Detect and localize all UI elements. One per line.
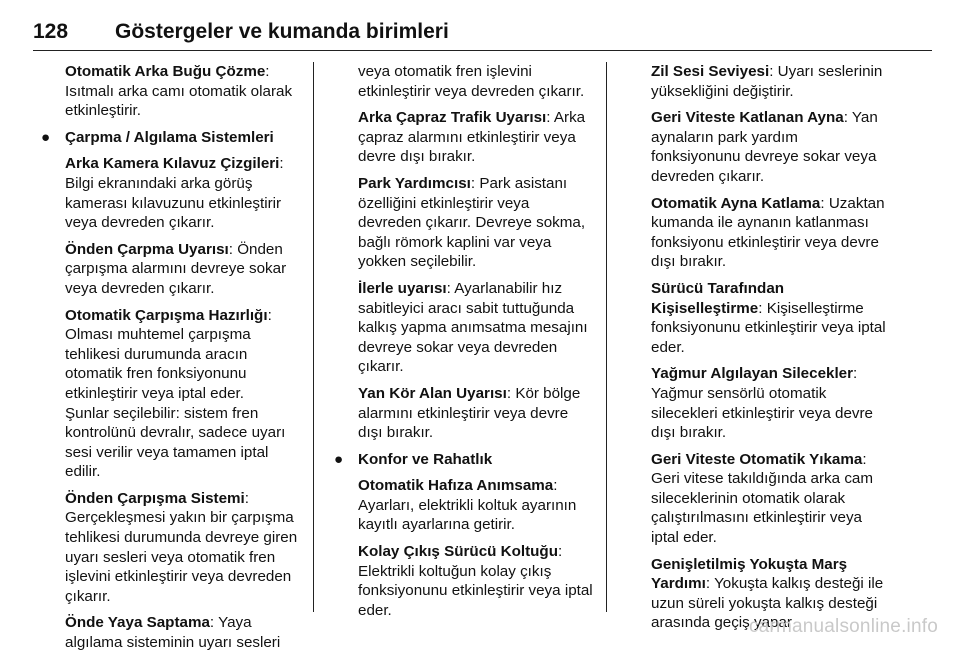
bullet-comfort xyxy=(334,450,596,470)
setting-description: Ayarlanabilir hız sabitleyici aracı sabit tuttuğunda kalkış yapma anımsatma mesajını devreye sokar veya devreden çıkarır. xyxy=(358,279,588,376)
setting-title: Sürücü Tarafından Kişiselleştirme xyxy=(651,279,785,317)
setting-title: Otomatik Arka Buğu Çözme xyxy=(65,63,266,80)
paragraph-rear-camera-guides xyxy=(65,154,303,232)
paragraph-rain-sensing-wipers xyxy=(651,364,889,442)
paragraph-front-collision-system xyxy=(65,489,303,607)
separator: : xyxy=(267,306,272,324)
setting-description: Arka çapraz alarmını etkinleştirir veya devre dışı bırakır. xyxy=(358,109,586,166)
setting-title: Yağmur Algılayan Silecekler xyxy=(651,365,854,383)
setting-title: Önde Yaya Saptama xyxy=(65,614,210,632)
section-title: Göstergeler ve kumanda birimleri xyxy=(115,20,449,43)
setting-description: veya otomatik fren işlevini etkinleştirir veya devreden çıkarır. xyxy=(358,63,585,100)
setting-description: Uyarı seslerinin yüksekliğini değiştirir. xyxy=(651,63,883,100)
setting-title: Otomatik Çarpışma Hazırlığı xyxy=(65,306,268,324)
setting-title: Arka Kamera Kılavuz Çizgileri xyxy=(65,155,280,173)
paragraph-reverse-auto-wipe xyxy=(651,450,889,548)
paragraph-easy-exit-seat xyxy=(358,542,596,620)
setting-description: Bilgi ekranındaki arka görüş kamerası kılavuzunu etkinleştirir veya devreden çıkarır. xyxy=(65,174,282,232)
setting-description: Yokuşta kalkış desteği ile uzun süreli yokuşta kalkış desteği arasında geçiş yapar xyxy=(651,575,884,632)
setting-title: İlerle uyarısı xyxy=(358,279,447,297)
paragraph-auto-collision-prep xyxy=(65,306,303,404)
setting-description: Şunlar seçilebilir: sistem fren kontrolünü devralır, sadece uyarı sesi verilir veya tamamen iptal edilir. xyxy=(65,404,286,481)
bullet-icon: ● xyxy=(41,128,51,146)
page-header xyxy=(33,20,932,48)
separator: : xyxy=(705,575,711,593)
setting-title: Park Yardımcısı xyxy=(358,174,471,192)
separator: : xyxy=(853,365,858,383)
setting-description: Yan aynaların park yardım fonksiyonunu devreye sokar veya devreden çıkarır. xyxy=(651,109,878,185)
setting-title: Önden Çarpma Uyarısı xyxy=(65,240,229,258)
separator: : xyxy=(843,109,848,127)
bullet-icon: ● xyxy=(334,450,344,468)
setting-description: Kör bölge alarmını etkinleştirir veya devre dışı bırakır. xyxy=(358,384,581,442)
separator: : xyxy=(244,489,250,507)
separator: : xyxy=(558,543,563,561)
bullet-label: Çarpma / Algılama Sistemleri xyxy=(65,128,274,146)
setting-title: Otomatik Ayna Katlama xyxy=(651,194,821,212)
separator: : xyxy=(265,63,270,80)
paragraph-front-collision-warning xyxy=(65,240,303,299)
separator: : xyxy=(228,240,233,258)
paragraph-pedestrian-detection xyxy=(65,613,303,652)
column-divider-1 xyxy=(313,62,314,612)
setting-title: Arka Çapraz Trafik Uyarısı xyxy=(358,109,547,127)
setting-title: Otomatik Hafıza Anımsama xyxy=(358,477,554,495)
setting-description: Kişiselleştirme fonksiyonunu etkinleştirir veya iptal eder. xyxy=(651,299,886,356)
setting-description: Önden çarpışma alarmını devreye sokar veya devreden çıkarır. xyxy=(65,240,287,297)
setting-title: Geri Viteste Katlanan Ayna xyxy=(651,109,844,127)
column-2 xyxy=(334,62,596,627)
paragraph-reverse-tilt-mirror xyxy=(651,108,889,186)
setting-description: Geri vitese takıldığında arka cam sileceklerinin otomatik olarak çalıştırılmasını etkinleştirir veya iptal eder. xyxy=(651,470,874,547)
separator: : xyxy=(862,450,867,468)
setting-title: Yan Kör Alan Uyarısı xyxy=(358,384,507,402)
paragraph-park-assist xyxy=(358,174,596,272)
column-divider-2 xyxy=(606,62,607,612)
setting-title: Genişletilmiş Yokuşta Marş Yardımı xyxy=(651,555,848,593)
paragraph-memory-recall xyxy=(358,476,596,535)
paragraph-pedestrian-detection-cont xyxy=(358,62,596,101)
paragraph-auto-mirror-fold xyxy=(651,194,889,272)
separator: : xyxy=(758,299,763,317)
paragraph-driver-personalization xyxy=(651,279,889,357)
setting-description: Elektrikli koltuğun kolay çıkış fonksiyonunu etkinleştirir veya iptal eder. xyxy=(358,562,593,619)
separator: : xyxy=(769,63,774,80)
header-rule xyxy=(33,50,932,51)
separator: : xyxy=(546,109,551,127)
separator: : xyxy=(470,174,476,192)
paragraph-rear-defog xyxy=(65,62,303,121)
separator: : xyxy=(209,614,215,632)
paragraph-rear-cross-traffic xyxy=(358,108,596,167)
separator: : xyxy=(553,477,558,495)
bullet-collision-systems xyxy=(41,128,303,148)
watermark: carmanualsonline.info xyxy=(748,616,938,637)
setting-description: Uzaktan kumanda ile aynanın katlanması fonksiyonu etkinleştirir veya devre dışı bırakır. xyxy=(651,194,885,271)
setting-description: Yağmur sensörlü otomatik silecekleri etkinleştirir veya devre dışı bırakır. xyxy=(651,384,873,442)
setting-title: Kolay Çıkış Sürücü Koltuğu xyxy=(358,543,558,561)
setting-title: Zil Sesi Seviyesi xyxy=(651,63,770,80)
separator: : xyxy=(506,384,512,402)
separator: : xyxy=(446,279,451,297)
separator: : xyxy=(820,194,825,212)
setting-title: Geri Viteste Otomatik Yıkama xyxy=(651,450,863,468)
setting-description: Gerçekleşmesi yakın bir çarpışma tehlikesi durumunda devreye giren uyarı sesleri veya otomatik fren işlevini etkinleştirir veya devreden çıkarır. xyxy=(65,509,298,605)
setting-description: Yaya algılama sisteminin uyarı sesleri xyxy=(65,614,281,652)
column-3 xyxy=(651,62,889,640)
paragraph-chime-volume xyxy=(651,62,889,101)
paragraph-side-blind-zone xyxy=(358,384,596,443)
setting-description: Isıtmalı arka camı otomatik olarak etkinleştirir. xyxy=(65,82,293,120)
setting-description: Olması muhtemel çarpışma tehlikesi durumunda aracın otomatik fren fonksiyonunu etkinleştirir veya iptal eder. xyxy=(65,326,251,402)
separator: : xyxy=(279,155,284,173)
paragraph-auto-collision-prep-options xyxy=(65,404,303,482)
setting-description: Ayarları, elektrikli koltuk ayarının kayıtlı ayarlarına getirir. xyxy=(358,496,577,534)
page-number: 128 xyxy=(33,20,69,43)
setting-title: Önden Çarpışma Sistemi xyxy=(65,489,245,507)
column-1 xyxy=(41,62,303,660)
paragraph-go-notifier xyxy=(358,279,596,377)
setting-description: Park asistanı özelliğini etkinleştirir veya devreden çıkarır. Devreye sokma, bağlı römork kaplini var veya yokken seçilebilir. xyxy=(358,174,586,271)
bullet-label: Konfor ve Rahatlık xyxy=(358,450,493,468)
